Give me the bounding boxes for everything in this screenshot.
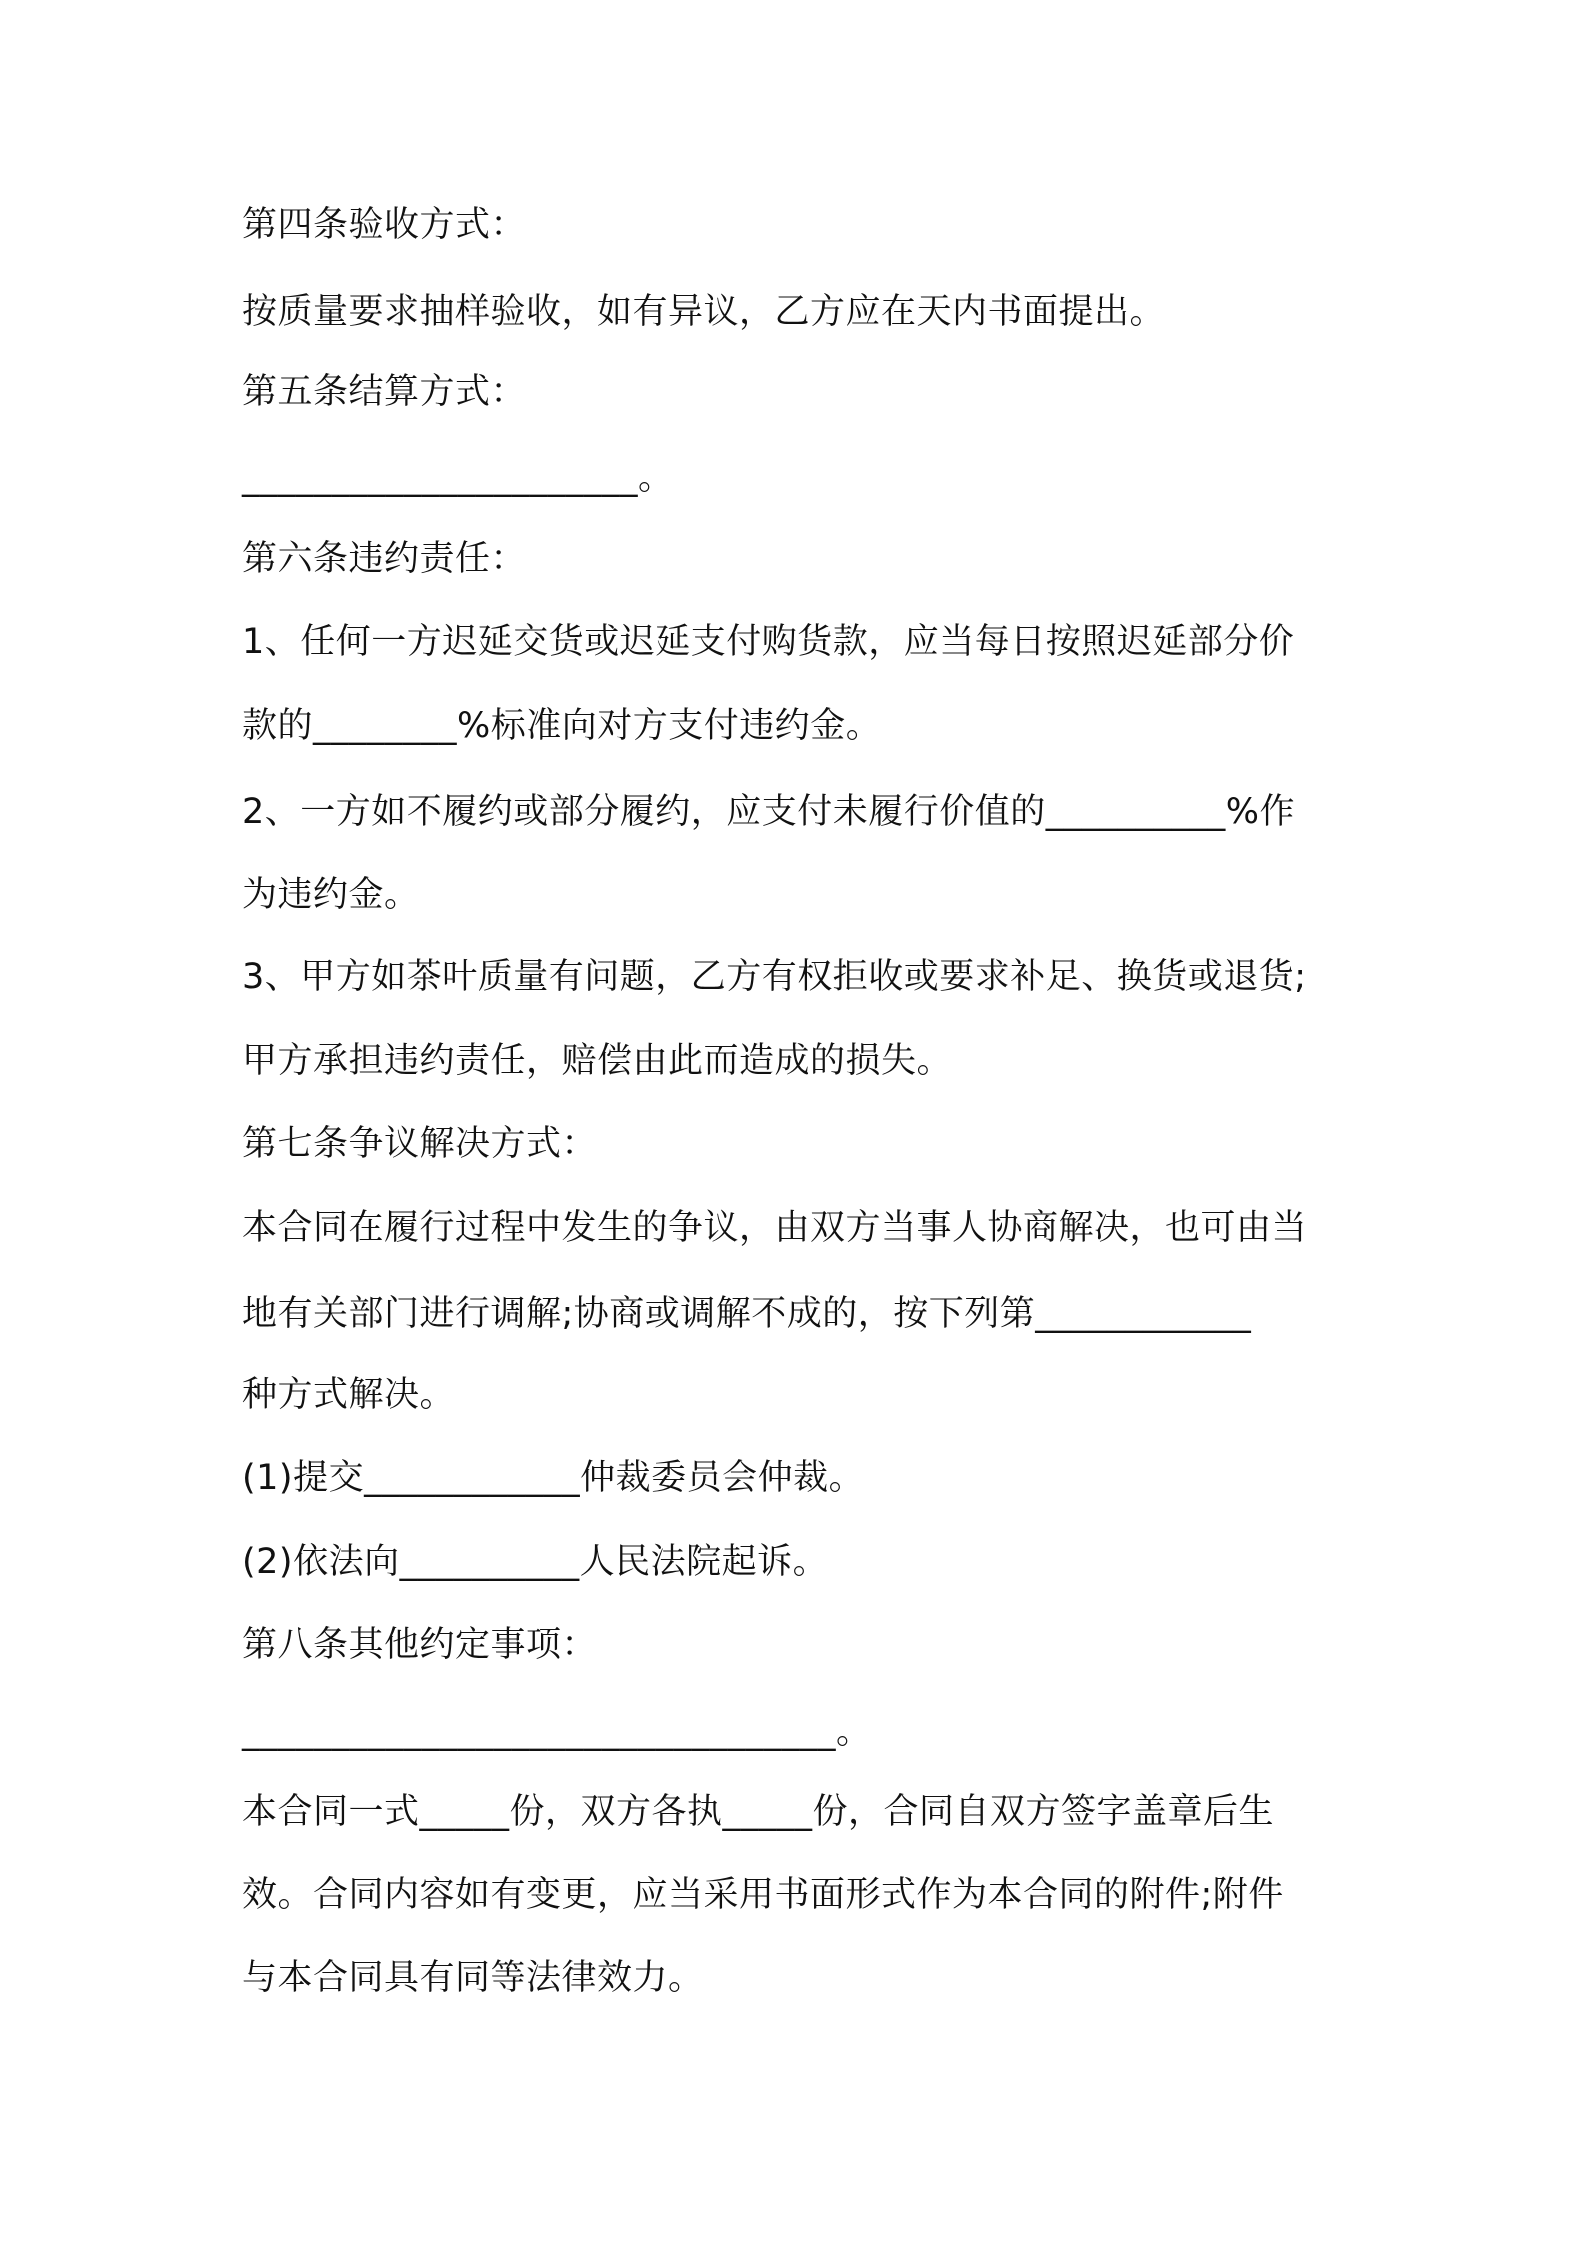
article-5-heading: 第五条结算方式： [242,372,527,412]
article-6-clause-1-line-1: 1、任何一方迟延交货或迟延支付购货款，应当每日按照迟延部分价 [242,622,1295,662]
article-6-clause-3-line-2: 甲方承担违约责任，赔偿由此而造成的损失。 [242,1041,953,1081]
article-7-option-2: (2)依法向__________人民法院起诉。 [242,1542,829,1582]
article-6-clause-1-line-2: 款的________%标准向对方支付违约金。 [242,706,882,746]
article-4-heading: 第四条验收方式： [242,205,527,245]
article-4-body: 按质量要求抽样验收，如有异议，乙方应在天内书面提出。 [242,292,1166,332]
article-8-blank: _________________________________。 [242,1712,872,1752]
closing-clause-line-2: 效。合同内容如有变更，应当采用书面形式作为本合同的附件;附件 [242,1875,1284,1915]
closing-clause-line-1: 本合同一式_____份，双方各执_____份，合同自双方签字盖章后生 [242,1792,1275,1832]
article-5-blank: ______________________。 [242,458,674,498]
closing-clause-line-3: 与本合同具有同等法律效力。 [242,1958,704,1998]
article-6-clause-3-line-1: 3、甲方如茶叶质量有问题，乙方有权拒收或要求补足、换货或退货; [242,957,1307,997]
article-7-body-line-1: 本合同在履行过程中发生的争议，由双方当事人协商解决，也可由当 [242,1208,1308,1248]
article-6-clause-2-line-2: 为违约金。 [242,875,420,915]
article-7-heading: 第七条争议解决方式： [242,1124,598,1164]
article-6-heading: 第六条违约责任： [242,539,527,579]
article-7-option-1: (1)提交____________仲裁委员会仲裁。 [242,1458,865,1498]
article-6-clause-2-line-1: 2、一方如不履约或部分履约，应支付未履行价值的__________%作 [242,792,1296,832]
article-8-heading: 第八条其他约定事项： [242,1625,598,1665]
article-7-body-line-3: 种方式解决。 [242,1375,456,1415]
article-7-body-line-2: 地有关部门进行调解;协商或调解不成的，按下列第____________ [242,1294,1252,1334]
